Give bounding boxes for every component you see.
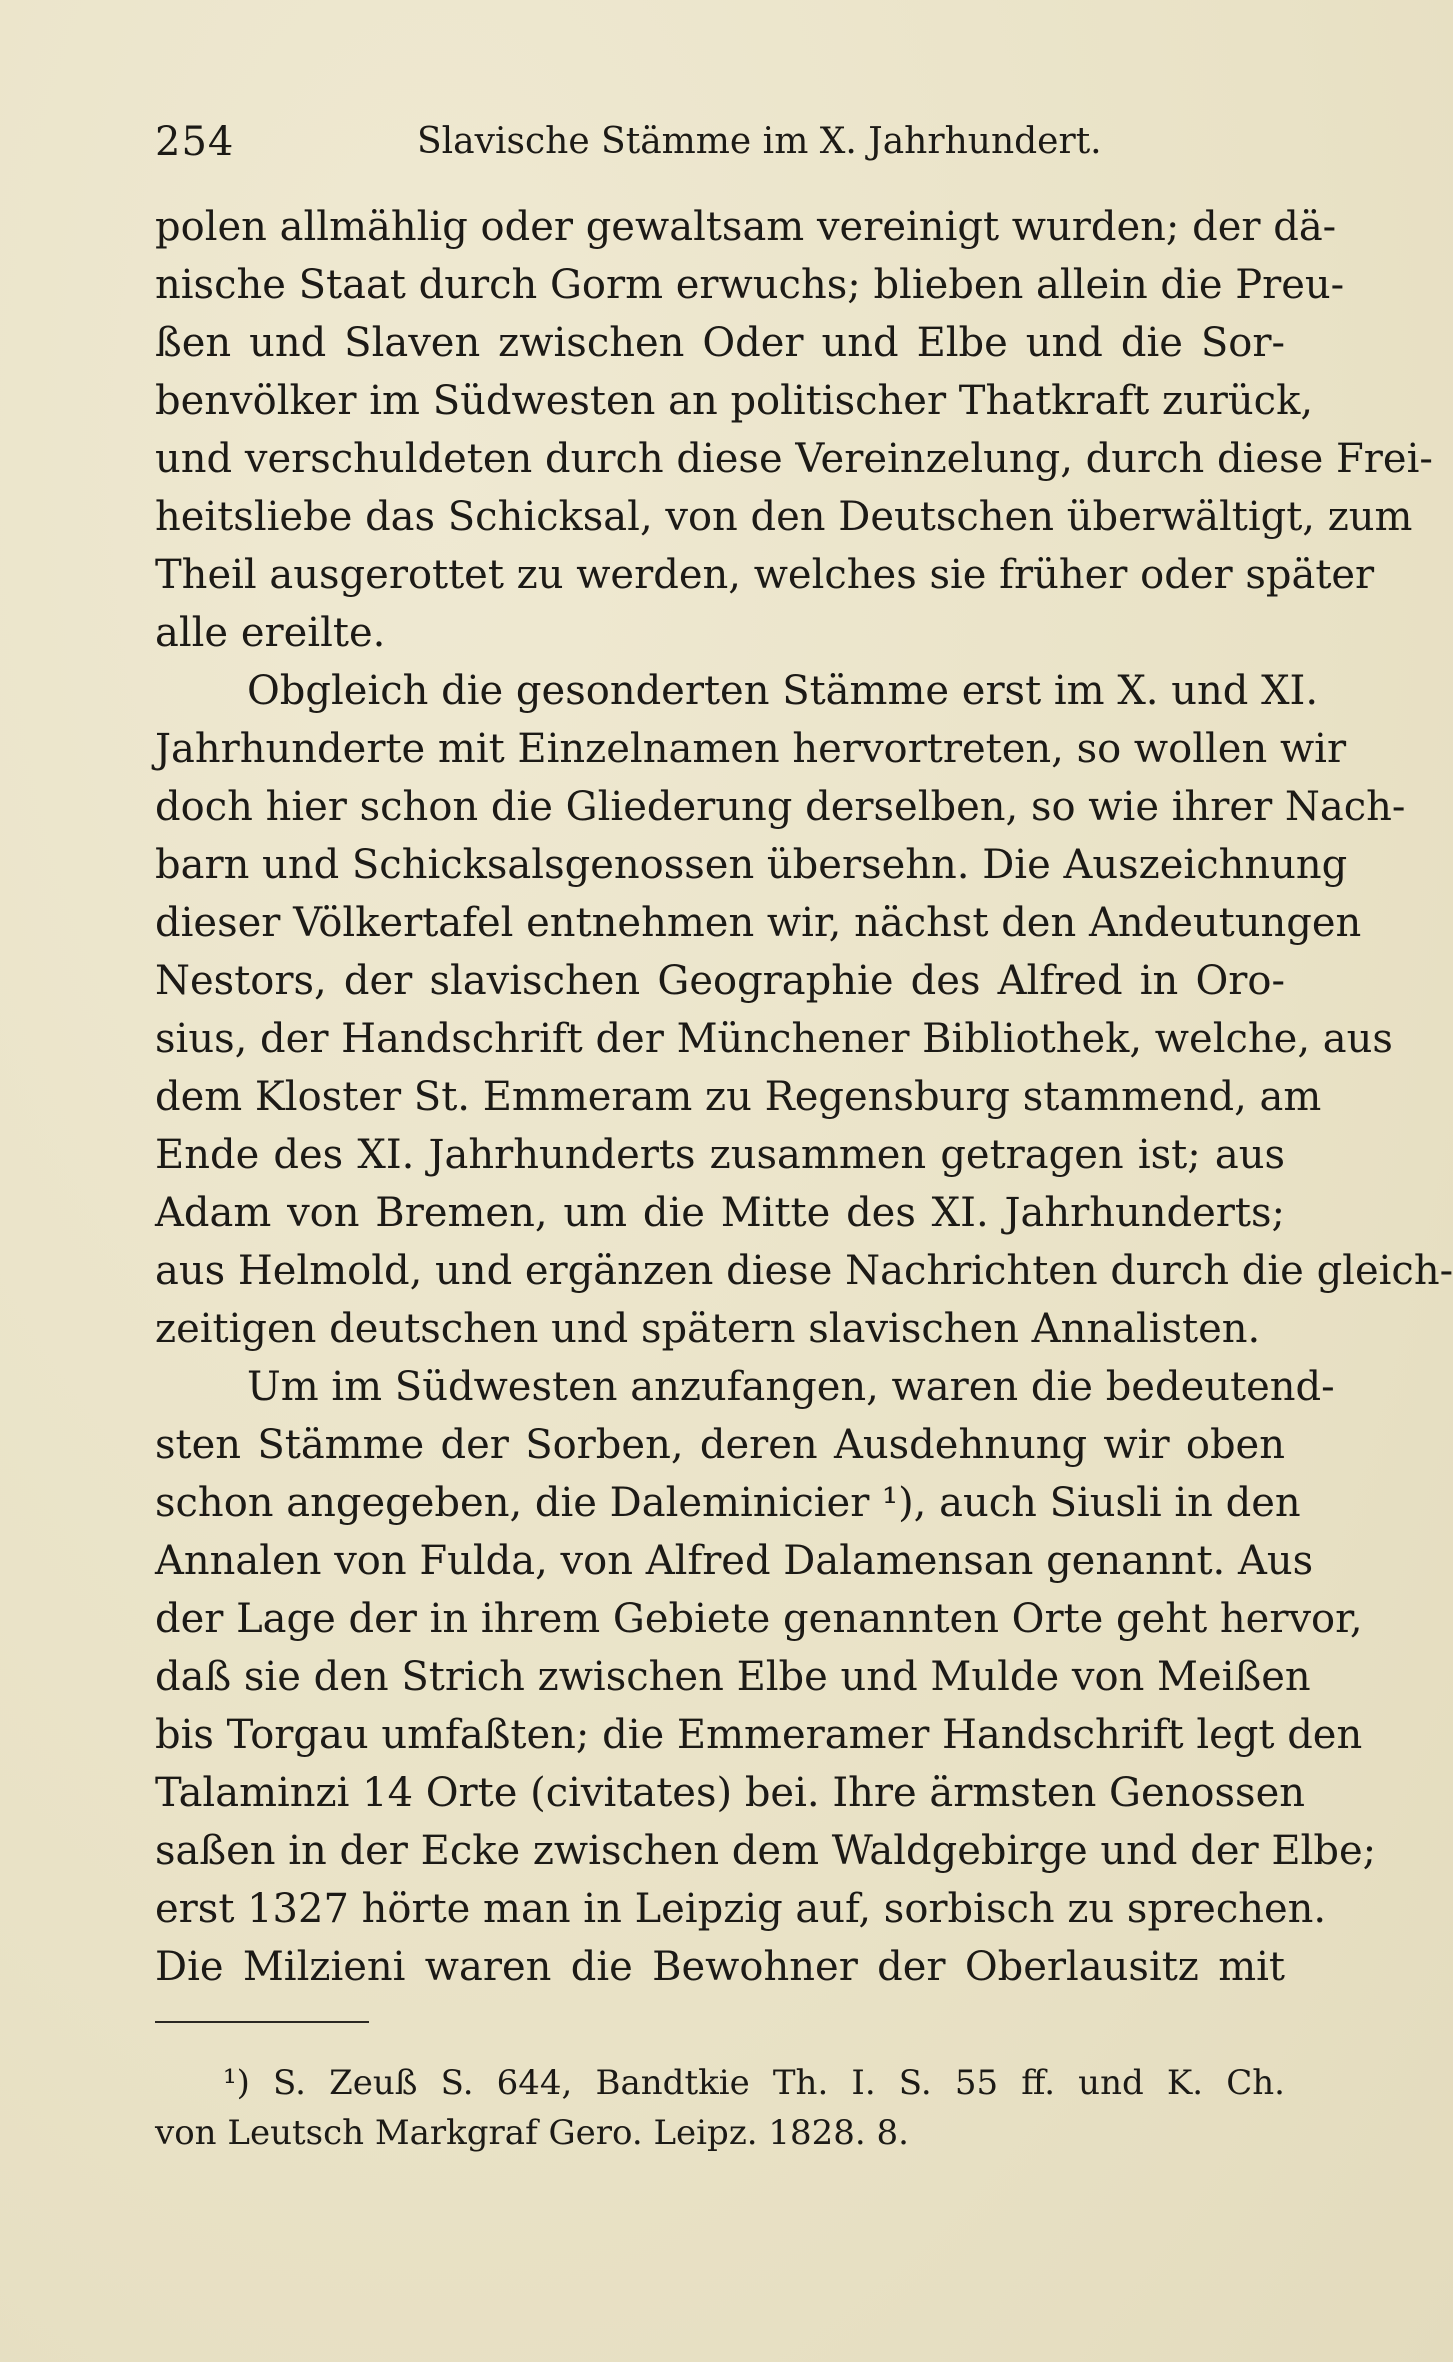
text-line: bis Torgau umfaßten; die Emmeramer Handschrift legt den [155, 1712, 1363, 1758]
paragraph-start-line: Obgleich die gesonderten Stämme erst im X. und XI. [247, 668, 1319, 714]
text-line: der Lage der in ihrem Gebiete genannten Orte geht hervor, [155, 1596, 1363, 1642]
text-line: benvölker im Südwesten an politischer Thatkraft zurück, [155, 378, 1314, 424]
text-line: aus Helmold, und ergänzen diese Nachrichten durch die gleich- [155, 1248, 1453, 1294]
running-title: Slavische Stämme im X. Jahrhundert. [417, 121, 1102, 162]
text-line: sten Stämme der Sorben, deren Ausdehnung wir oben [155, 1422, 1285, 1468]
page-header [155, 112, 1285, 172]
text-line: Adam von Bremen, um die Mitte des XI. Jahrhunderts; [155, 1190, 1285, 1236]
text-line: zeitigen deutschen und spätern slavischen Annalisten. [155, 1306, 1261, 1352]
text-line: ßen und Slaven zwischen Oder und Elbe und die Sor- [155, 320, 1285, 366]
text-line: Jahrhunderte mit Einzelnamen hervortreten, so wollen wir [155, 726, 1347, 772]
footnotes [155, 2058, 1285, 2158]
text-line: dieser Völkertafel entnehmen wir, nächst den Andeutungen [155, 900, 1362, 946]
text-line: daß sie den Strich zwischen Elbe und Mulde von Meißen [155, 1654, 1311, 1700]
page-number: 254 [155, 119, 235, 165]
paragraph-start-line: Um im Südwesten anzufangen, waren die bedeutend- [247, 1364, 1335, 1410]
text-line: schon angegeben, die Daleminicier ¹), auch Siusli in den [155, 1480, 1301, 1526]
text-line: polen allmählig oder gewaltsam vereinigt wurden; der dä- [155, 204, 1337, 250]
body-text [155, 198, 1453, 1996]
text-line: dem Kloster St. Emmeram zu Regensburg stammend, am [155, 1074, 1322, 1120]
text-line: heitsliebe das Schicksal, von den Deutschen überwältigt, zum [155, 494, 1413, 540]
text-line: Nestors, der slavischen Geographie des Alfred in Oro- [155, 958, 1285, 1004]
text-line: alle ereilte. [155, 610, 386, 656]
text-line: barn und Schicksalsgenossen übersehn. Die Auszeichnung [155, 842, 1348, 888]
text-line: doch hier schon die Gliederung derselben, so wie ihrer Nach- [155, 784, 1406, 830]
footnote-line: ¹) S. Zeuß S. 644, Bandtkie Th. I. S. 55 ff. und K. Ch. [223, 2063, 1285, 2103]
text-line: saßen in der Ecke zwischen dem Waldgebirge und der Elbe; [155, 1828, 1377, 1874]
text-line: erst 1327 hörte man in Leipzig auf, sorbisch zu sprechen. [155, 1886, 1327, 1932]
footnote-line: von Leutsch Markgraf Gero. Leipz. 1828. 8. [155, 2113, 909, 2153]
text-line: sius, der Handschrift der Münchener Bibliothek, welche, aus [155, 1016, 1393, 1062]
text-line: und verschuldeten durch diese Vereinzelung, durch diese Frei- [155, 436, 1433, 482]
text-line: Annalen von Fulda, von Alfred Dalamensan genannt. Aus [155, 1538, 1314, 1584]
text-line: Theil ausgerottet zu werden, welches sie früher oder später [155, 552, 1375, 598]
text-line: Talaminzi 14 Orte (civitates) bei. Ihre ärmsten Genossen [155, 1770, 1305, 1816]
footnote-rule [155, 2021, 369, 2023]
text-line: Die Milzieni waren die Bewohner der Oberlausitz mit [155, 1944, 1285, 1990]
text-line: nische Staat durch Gorm erwuchs; blieben allein die Preu- [155, 262, 1345, 308]
text-line: Ende des XI. Jahrhunderts zusammen getragen ist; aus [155, 1132, 1285, 1178]
